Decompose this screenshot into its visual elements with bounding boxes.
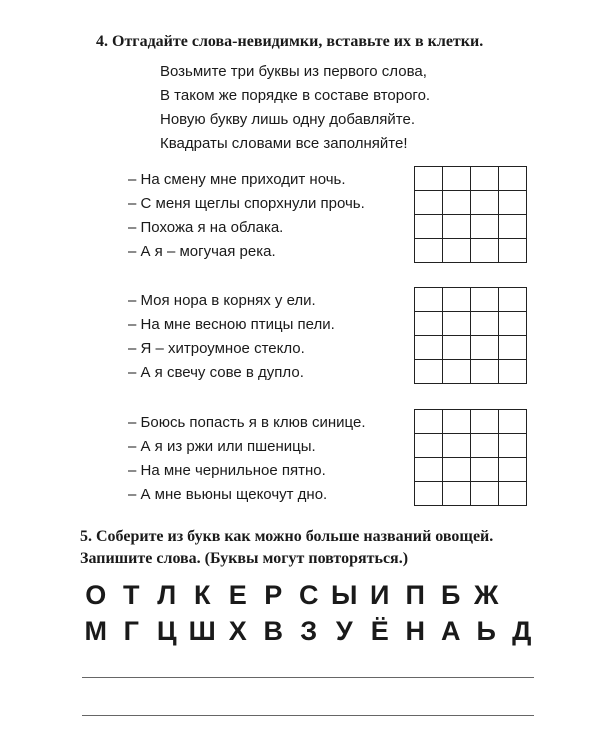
poem-line: Новую букву лишь одну добавляйте.: [160, 111, 415, 128]
poem-line: В таком же порядке в составе второго.: [160, 87, 431, 104]
grid-cell[interactable]: [471, 215, 499, 239]
grid-cell[interactable]: [415, 191, 443, 215]
clue-line: – Я – хитроумное стекло.: [128, 340, 305, 357]
clue-block-1: [128, 168, 365, 264]
grid-cell[interactable]: [499, 434, 527, 458]
grid-cell[interactable]: [499, 482, 527, 506]
grid-cell[interactable]: [471, 434, 499, 458]
grid-cell[interactable]: [415, 288, 443, 312]
letter: Л: [157, 580, 177, 610]
grid-cell[interactable]: [443, 458, 471, 482]
grid-cell[interactable]: [415, 239, 443, 263]
grid-cell[interactable]: [443, 288, 471, 312]
grid-cell[interactable]: [471, 167, 499, 191]
grid-cell[interactable]: [415, 410, 443, 434]
grid-cell[interactable]: [471, 458, 499, 482]
grid-cell[interactable]: [415, 312, 443, 336]
clue-line: – С меня щеглы спорхнули прочь.: [128, 195, 365, 212]
clue-line: – А мне вьюны щекочут дно.: [128, 486, 328, 503]
grid-cell[interactable]: [443, 191, 471, 215]
answer-grid-2[interactable]: [414, 287, 527, 384]
grid-cell[interactable]: [471, 312, 499, 336]
task5-heading-line2: Запишите слова. (Буквы могут повторяться.): [80, 550, 409, 567]
letter: Б: [441, 580, 461, 610]
letters-row-2: [78, 616, 540, 647]
letter: Ж: [474, 580, 499, 610]
clue-line: – На смену мне приходит ночь.: [128, 171, 346, 188]
grid-cell[interactable]: [443, 434, 471, 458]
clue-line: – Похожа я на облака.: [128, 219, 284, 236]
letter: И: [370, 580, 390, 610]
grid-cell[interactable]: [415, 458, 443, 482]
letter: О: [85, 580, 107, 610]
letter: Д: [512, 616, 532, 646]
grid-cell[interactable]: [471, 288, 499, 312]
letter: Х: [228, 616, 247, 646]
grid-cell[interactable]: [415, 360, 443, 384]
letter: Е: [228, 580, 247, 610]
clue-line: – Боюсь попасть я в клюв синице.: [128, 414, 366, 431]
grid-cell[interactable]: [415, 215, 443, 239]
clue-block-2: [128, 289, 335, 385]
letter: Г: [123, 616, 139, 646]
grid-cell[interactable]: [499, 191, 527, 215]
grid-cell[interactable]: [443, 215, 471, 239]
grid-cell[interactable]: [499, 360, 527, 384]
grid-cell[interactable]: [499, 167, 527, 191]
grid-cell[interactable]: [471, 482, 499, 506]
grid-cell[interactable]: [499, 312, 527, 336]
grid-cell[interactable]: [415, 336, 443, 360]
letter: Ё: [370, 616, 389, 646]
grid-cell[interactable]: [415, 167, 443, 191]
letter: Р: [264, 580, 283, 610]
clue-line: – А я – могучая река.: [128, 243, 276, 260]
poem-line: Возьмите три буквы из первого слова,: [160, 63, 427, 80]
grid-cell[interactable]: [415, 482, 443, 506]
letters-row-1: [78, 580, 504, 611]
grid-cell[interactable]: [499, 239, 527, 263]
clue-line: – А я из ржи или пшеницы.: [128, 438, 316, 455]
grid-cell[interactable]: [443, 312, 471, 336]
grid-cell[interactable]: [499, 458, 527, 482]
task4-instruction-poem: [160, 60, 430, 156]
task5-heading: [80, 526, 580, 570]
grid-cell[interactable]: [443, 482, 471, 506]
letter: В: [263, 616, 283, 646]
letter: Ц: [156, 616, 177, 646]
grid-cell[interactable]: [471, 239, 499, 263]
grid-cell[interactable]: [499, 336, 527, 360]
clue-line: – На мне чернильное пятно.: [128, 462, 326, 479]
grid-cell[interactable]: [471, 360, 499, 384]
answer-grid-3[interactable]: [414, 409, 527, 506]
task5-heading-line1: 5. Соберите из букв как можно больше названий овощей.: [80, 528, 494, 545]
grid-cell[interactable]: [499, 288, 527, 312]
grid-cell[interactable]: [471, 410, 499, 434]
letter: М: [84, 616, 107, 646]
letter: Ы: [331, 580, 358, 610]
letter: Ь: [476, 616, 496, 646]
clue-line: – Моя нора в корнях у ели.: [128, 292, 316, 309]
task4-heading: 4. Отгадайте слова-невидимки, вставьте их в клетки.: [96, 33, 484, 50]
letter: У: [335, 616, 353, 646]
clue-line: – На мне весною птицы пели.: [128, 316, 335, 333]
letter: Н: [405, 616, 425, 646]
grid-cell[interactable]: [443, 360, 471, 384]
answer-line-1[interactable]: [82, 677, 534, 678]
letter: Т: [123, 580, 140, 610]
grid-cell[interactable]: [443, 239, 471, 263]
grid-cell[interactable]: [471, 336, 499, 360]
grid-cell[interactable]: [443, 167, 471, 191]
grid-cell[interactable]: [443, 336, 471, 360]
letter: К: [194, 580, 211, 610]
letter: А: [441, 616, 461, 646]
letter: С: [299, 580, 319, 610]
grid-cell[interactable]: [499, 410, 527, 434]
grid-cell[interactable]: [443, 410, 471, 434]
clue-line: – А я свечу сове в дупло.: [128, 364, 304, 381]
poem-line: Квадраты словами все заполняйте!: [160, 135, 408, 152]
letter: П: [405, 580, 425, 610]
grid-cell[interactable]: [471, 191, 499, 215]
grid-cell[interactable]: [415, 434, 443, 458]
grid-cell[interactable]: [499, 215, 527, 239]
letter: Ш: [188, 616, 216, 646]
answer-line-2[interactable]: [82, 715, 534, 716]
answer-grid-1[interactable]: [414, 166, 527, 263]
clue-block-3: [128, 411, 365, 507]
letter: З: [300, 616, 318, 646]
